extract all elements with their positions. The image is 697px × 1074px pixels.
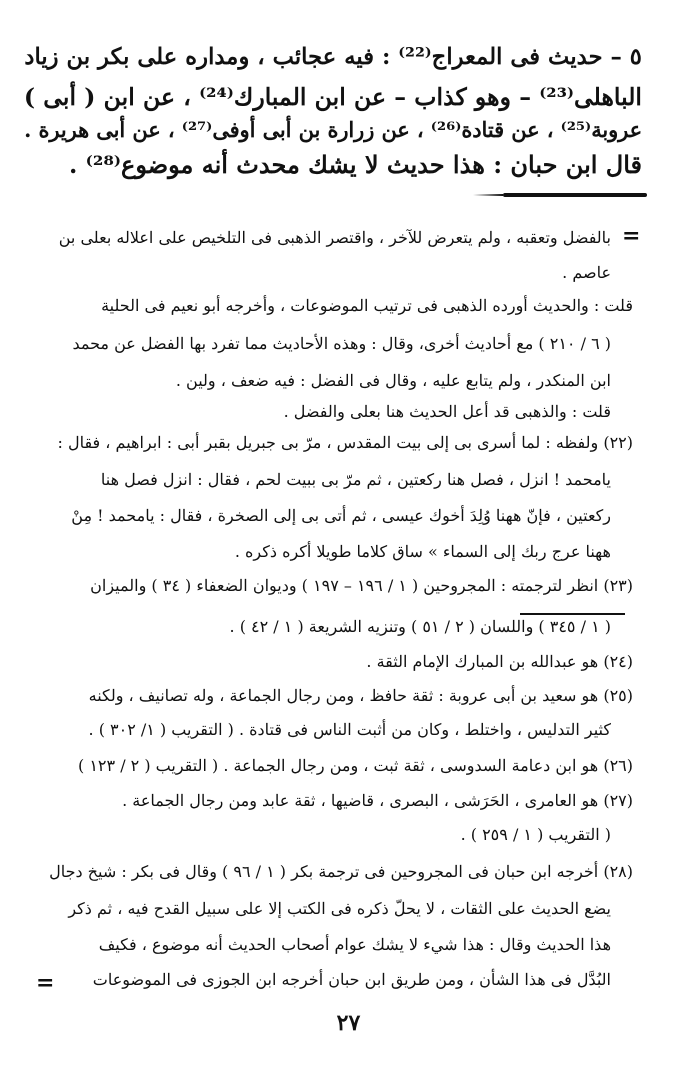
continuation-marker: = bbox=[36, 970, 55, 996]
main-text-line: قال ابن حبان : هذا حديث لا يشك محدث أنه موضوع⁽²⁸⁾ . bbox=[68, 150, 642, 179]
footnote-line: يضع الحديث على الثقات ، لا يحلّ ذكره فى الكتب إلا على سبيل القدح فيه ، ثم ذكر bbox=[68, 899, 611, 918]
footnote-line: ههنا عرج ربك إلى السماء » ساق كلاما طويلا أكره ذكره . bbox=[234, 542, 611, 561]
footnote-line: بالفضل وتعقبه ، ولم يتعرض للآخر ، واقتصر الذهبى فى التلخيص على اعلاله بعلى بن bbox=[58, 228, 611, 247]
footnote-line: (٢٦) هو ابن دعامة السدوسى ، ثقة ثبت ، ومن رجال الجماعة . ( التقريب ( ٢ / ١٢٣ ) bbox=[78, 756, 633, 775]
footnote-line: (٢٣) انظر لترجمته : المجروحين ( ١ / ١٩٦ – ١٩٧ ) وديوان الضعفاء ( ٣٤ ) والميزان bbox=[90, 576, 633, 595]
footnote-line: ( ١ / ٣٤٥ ) واللسان ( ٢ / ٥١ ) وتنزيه الشريعة ( ١ / ٤٢ ) . bbox=[229, 617, 611, 636]
footnote-line: قلت : والذهبى قد أعل الحديث هنا بعلى والفضل . bbox=[283, 402, 611, 421]
footnote-line: (٢٢) ولفظه : لما أسرى بى إلى بيت المقدس ، مرّ بى جبريل بقبر أبى : ابراهيم ، فقال : bbox=[57, 433, 633, 452]
footnote-line: (٢٨) أخرجه ابن حبان فى المجروحين فى ترجمة بكر ( ١ / ٩٦ ) وقال فى بكر : شيخ دجال bbox=[49, 862, 633, 881]
main-text-line: ٥ – حديث فى المعراج⁽²²⁾ : فيه عجائب ، ومداره على بكر بن زياد bbox=[24, 44, 642, 70]
footnote-separator-rule bbox=[503, 193, 647, 197]
main-text-line: الباهلى⁽²³⁾ – وهو كذاب – عن ابن المبارك⁽²⁴⁾ ، عن ابن ( أبى ) bbox=[23, 83, 642, 111]
footnote-line: (٢٤) هو عبدالله بن المبارك الإمام الثقة . bbox=[366, 652, 633, 671]
main-text-line: عروبة⁽²⁵⁾ ، عن قتادة⁽²⁶⁾ ، عن زرارة بن أبى أوفى⁽²⁷⁾ ، عن أبى هريرة . bbox=[24, 117, 642, 142]
footnote-line: يامحمد ! انزل ، فصل هنا ركعتين ، ثم مرّ بى ببيت لحم ، فقال : انزل فصل هنا bbox=[100, 470, 611, 489]
footnote-line: كثير التدليس ، واختلط ، وكان من أثبت الناس فى قتادة . ( التقريب ( ١/ ٣٠٢ ) . bbox=[88, 720, 611, 739]
footnote-line: (٢٥) هو سعيد بن أبى عروبة : ثقة حافظ ، ومن رجال الجماعة ، وله تصانيف ، ولكنه bbox=[88, 686, 633, 705]
page-number: ٢٧ bbox=[336, 1010, 361, 1036]
continuation-marker: = bbox=[622, 223, 641, 249]
footnote-line: قلت : والحديث أورده الذهبى فى ترتيب الموضوعات ، وأخرجه أبو نعيم فى الحلية bbox=[101, 296, 633, 315]
footnote-line: عاصم . bbox=[562, 263, 611, 282]
footnote-line: ركعتين ، فإنّ ههنا وُلِدَ أخوك عيسى ، ثم أتى بى إلى الصخرة ، فقال : يامحمد ! مِنْ bbox=[71, 506, 611, 525]
footnote-line: البُدَّل فى هذا الشأن ، ومن طريق ابن حبان أخرجه ابن الجوزى فى الموضوعات bbox=[92, 970, 611, 989]
separator-rule bbox=[520, 613, 625, 615]
footnote-line: ( التقريب ( ١ / ٢٥٩ ) . bbox=[460, 825, 611, 844]
footnote-line: هذا الحديث وقال : هذا شيء لا يشك عوام أصحاب الحديث أنه موضوع ، فكيف bbox=[98, 935, 611, 954]
footnote-line: ( ٦ / ٢١٠ ) مع أحاديث أخرى، وقال : وهذه الأحاديث مما تفرد بها الفضل عن محمد bbox=[72, 334, 611, 353]
footnote-line: ابن المنكدر ، ولم يتابع عليه ، وقال فى الفضل : فيه ضعف ، ولين . bbox=[175, 371, 611, 390]
footnote-line: (٢٧) هو العامرى ، الحَرَشى ، البصرى ، قاضيها ، ثقة عابد ومن رجال الجماعة . bbox=[122, 791, 633, 810]
